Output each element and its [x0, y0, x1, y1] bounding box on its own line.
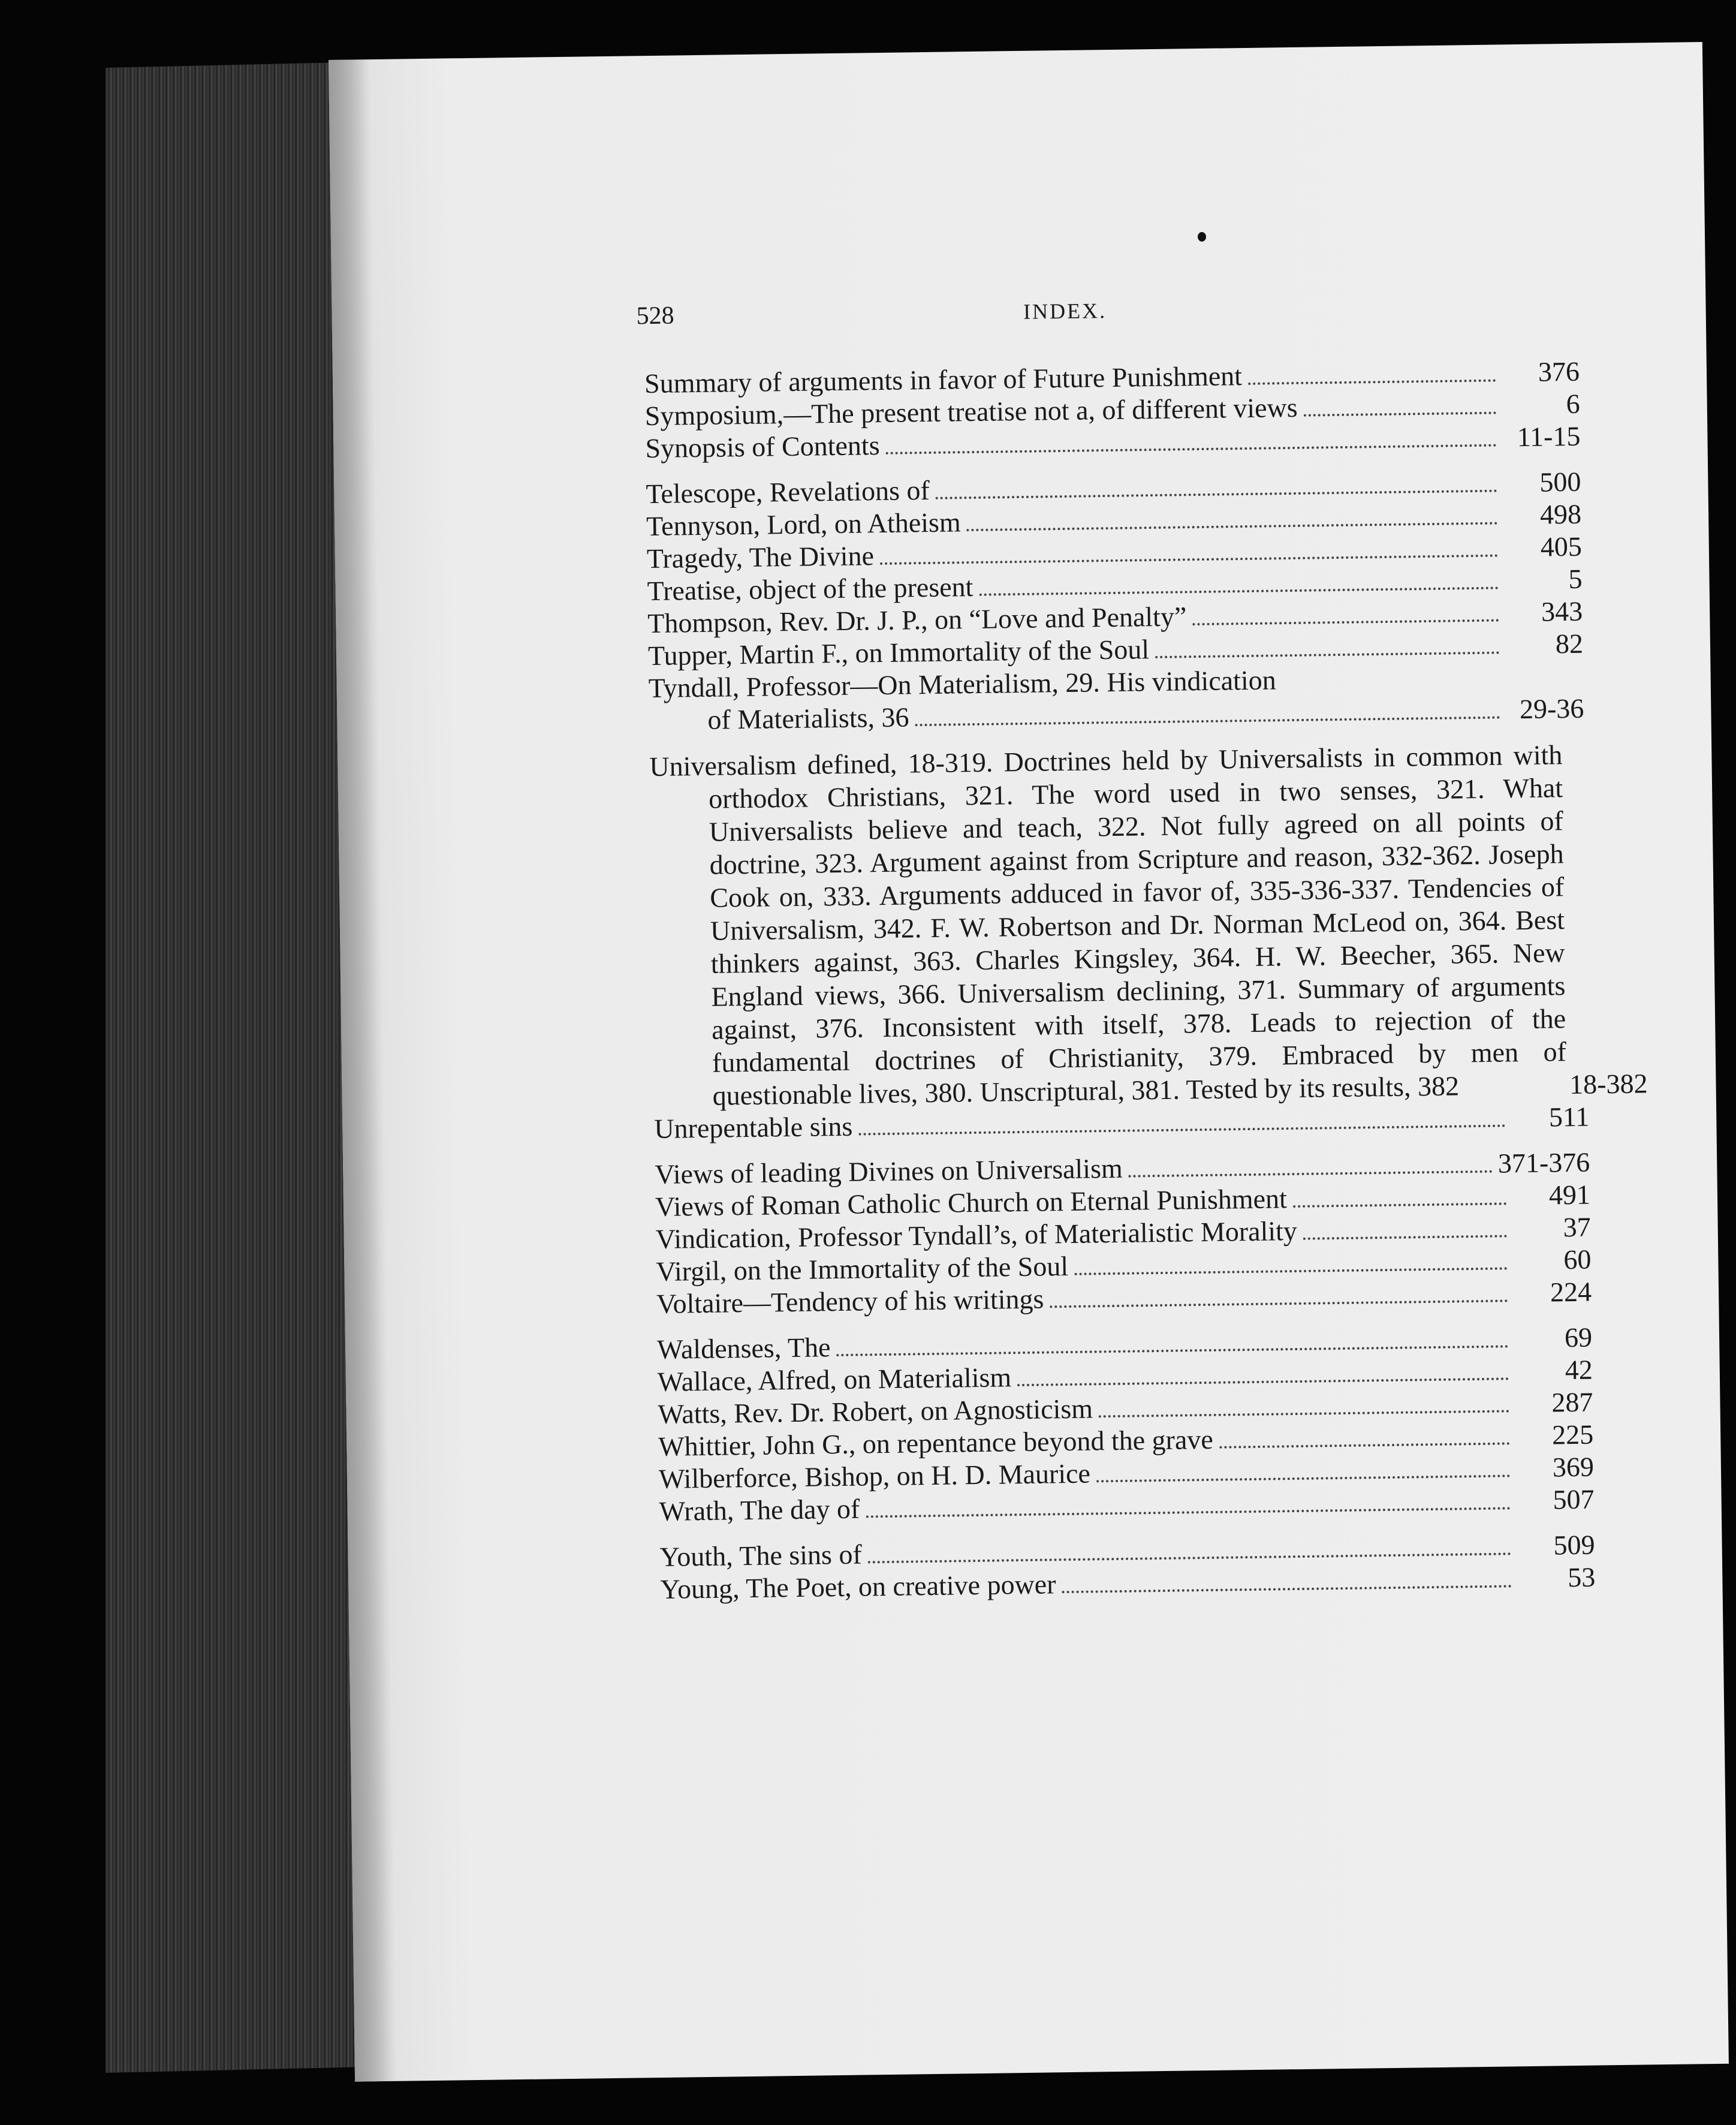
index-entries: [644, 356, 1648, 1606]
index-entry-page: 500: [1539, 466, 1581, 498]
index-entry-page: 511: [1548, 1101, 1590, 1133]
index-entry-term: Young, The Poet, on creative power: [660, 1569, 1056, 1605]
index-entry-term: Wilberforce, Bishop, on H. D. Maurice: [658, 1458, 1091, 1494]
index-entry-page: 376: [1538, 356, 1580, 387]
index-entry-term: Symposium,—The present treatise not a, of different views: [644, 392, 1298, 432]
index-entry-page: 224: [1550, 1276, 1592, 1308]
dot-leader: [886, 444, 1497, 455]
index-entry-page: 11-15: [1517, 420, 1581, 453]
dot-leader: [868, 1552, 1511, 1563]
dot-leader: [858, 1124, 1505, 1135]
dot-leader: [979, 587, 1499, 596]
dot-leader: [1074, 1267, 1507, 1275]
index-entry-term: of Materialists, 36: [707, 702, 909, 735]
index-entry-term: Synopsis of Contents: [645, 430, 880, 464]
index-entry-term: Youth, The sins of: [659, 1539, 863, 1572]
page-number: 528: [636, 302, 674, 330]
dot-leader: [1129, 1170, 1492, 1178]
dot-leader: [1017, 1377, 1509, 1386]
dot-leader: [866, 1507, 1510, 1518]
index-entry-page: 82: [1555, 628, 1584, 660]
index-entry-page: 69: [1564, 1322, 1593, 1353]
index-entry-page: 405: [1540, 531, 1583, 562]
ink-spot: [1198, 232, 1206, 242]
index-entry-page: 37: [1563, 1211, 1591, 1243]
index-entry-universalism-page: 18-382: [1569, 1068, 1648, 1100]
index-entry-term: Unrepentable sins: [654, 1110, 853, 1145]
index-entry-term: Whittier, John G., on repentance beyond the grave: [658, 1423, 1214, 1462]
index-entry-term: Virgil, on the Immortality of the Soul: [656, 1251, 1069, 1287]
index-entry-page: 507: [1553, 1483, 1595, 1515]
index-section-s: [644, 356, 1581, 465]
index-entry-term: Telescope, Revelations of: [646, 474, 930, 510]
index-entry-term: Tupper, Martin F., on Immortality of the Soul: [647, 634, 1150, 672]
dot-leader: [1248, 380, 1496, 385]
index-entry-term: Watts, Rev. Dr. Robert, on Agnosticism: [658, 1393, 1093, 1429]
dot-leader: [967, 522, 1498, 532]
index-entry-page: 29-36: [1519, 693, 1584, 725]
index-entry-term: Views of Roman Catholic Church on Eternal Punishment: [655, 1183, 1288, 1223]
index-section-y: [659, 1529, 1595, 1606]
index-entry-term: Tragedy, The Divine: [646, 540, 875, 574]
dot-leader: [837, 1345, 1509, 1356]
dot-leader: [1293, 1202, 1506, 1208]
index-entry-page: 371-376: [1497, 1146, 1590, 1179]
book-edge: [106, 62, 369, 2073]
dot-leader: [1099, 1410, 1509, 1417]
index-entry-universalism: [649, 738, 1648, 1113]
index-entry-term: Wallace, Alfred, on Materialism: [657, 1362, 1012, 1398]
page-title: INDEX.: [1023, 299, 1107, 324]
index-entry-page: 42: [1565, 1354, 1593, 1386]
book-page: [328, 42, 1729, 2082]
index-entry-term: Vindication, Professor Tyndall’s, of Materialistic Morality: [655, 1215, 1298, 1255]
dot-leader: [936, 490, 1497, 499]
index-section-v: [655, 1146, 1592, 1320]
index-entry-page: 509: [1553, 1529, 1595, 1561]
index-entry-term: Summary of arguments in favor of Future Punishment: [644, 360, 1243, 399]
index-entry-term: Tennyson, Lord, on Atheism: [646, 507, 961, 542]
index-entry-page: 287: [1551, 1386, 1593, 1418]
index-entry-page: 498: [1539, 498, 1582, 530]
dot-leader: [1096, 1474, 1510, 1482]
index-entry-term: Treatise, object of the present: [647, 571, 974, 607]
index-section-t: [646, 466, 1584, 737]
index-entry-page: 53: [1567, 1561, 1596, 1593]
dot-leader: [1219, 1442, 1509, 1448]
index-entry-term: Voltaire—Tendency of his writings: [656, 1283, 1044, 1320]
index-entry-term: Thompson, Rev. Dr. J. P., on “Love and Penalty”: [647, 601, 1187, 639]
dot-leader: [1062, 1585, 1512, 1593]
dot-leader: [1050, 1299, 1508, 1308]
dot-leader: [1304, 412, 1496, 417]
index-entry-term: Wrath, The day of: [659, 1493, 860, 1527]
index-entry-universalism-text: Universalism defined, 18-319. Doctrines held by Universalists in common with orthodox Christians, 321. The word used in two senses, 321. What Universalists believe and teach, 322. Not fully agreed on all points of doctrine, 323. Argument against from Scripture and reason, 332-362. Joseph Cook on, 333. Arguments adduced in favor of, 335-336-337. Tendencies of Universalism, 342. F. W. Robertson and Dr. Norman McLeod on, 364. Best thinkers against, 363. Charles Kingsley, 364. H. W. Beecher, 365. New England views, 366. Universalism declining, 371. Summary of arguments against, 376. Inconsistent with itself, 378. Leads to rejection of the fundamental doctrines of Christianity, 379. Embraced by men of questionable lives, 380. Unscriptural, 381. Tested by its results, 382: [649, 739, 1567, 1111]
index-entry-term: Views of leading Divines on Universalism: [655, 1152, 1123, 1190]
index-entry-page: 369: [1552, 1451, 1595, 1483]
index-entry-page: 60: [1563, 1244, 1592, 1275]
page-header: [636, 291, 1494, 338]
index-entry-page: 343: [1541, 595, 1583, 627]
index-entry-page: 491: [1548, 1179, 1591, 1211]
index-entry-page: 5: [1568, 563, 1583, 594]
dot-leader: [1155, 652, 1499, 659]
index-entry-term: Tyndall, Professor—On Materialism, 29. His vindication: [648, 664, 1276, 704]
index-entry-page: 225: [1551, 1419, 1594, 1450]
index-section-w: [657, 1322, 1595, 1528]
dot-leader: [1192, 619, 1499, 626]
dot-leader: [880, 555, 1498, 565]
index-entry-term: Waldenses, The: [656, 1332, 831, 1365]
dot-leader: [915, 717, 1500, 727]
index-entry-page: 6: [1566, 388, 1581, 420]
dot-leader: [1303, 1235, 1507, 1239]
